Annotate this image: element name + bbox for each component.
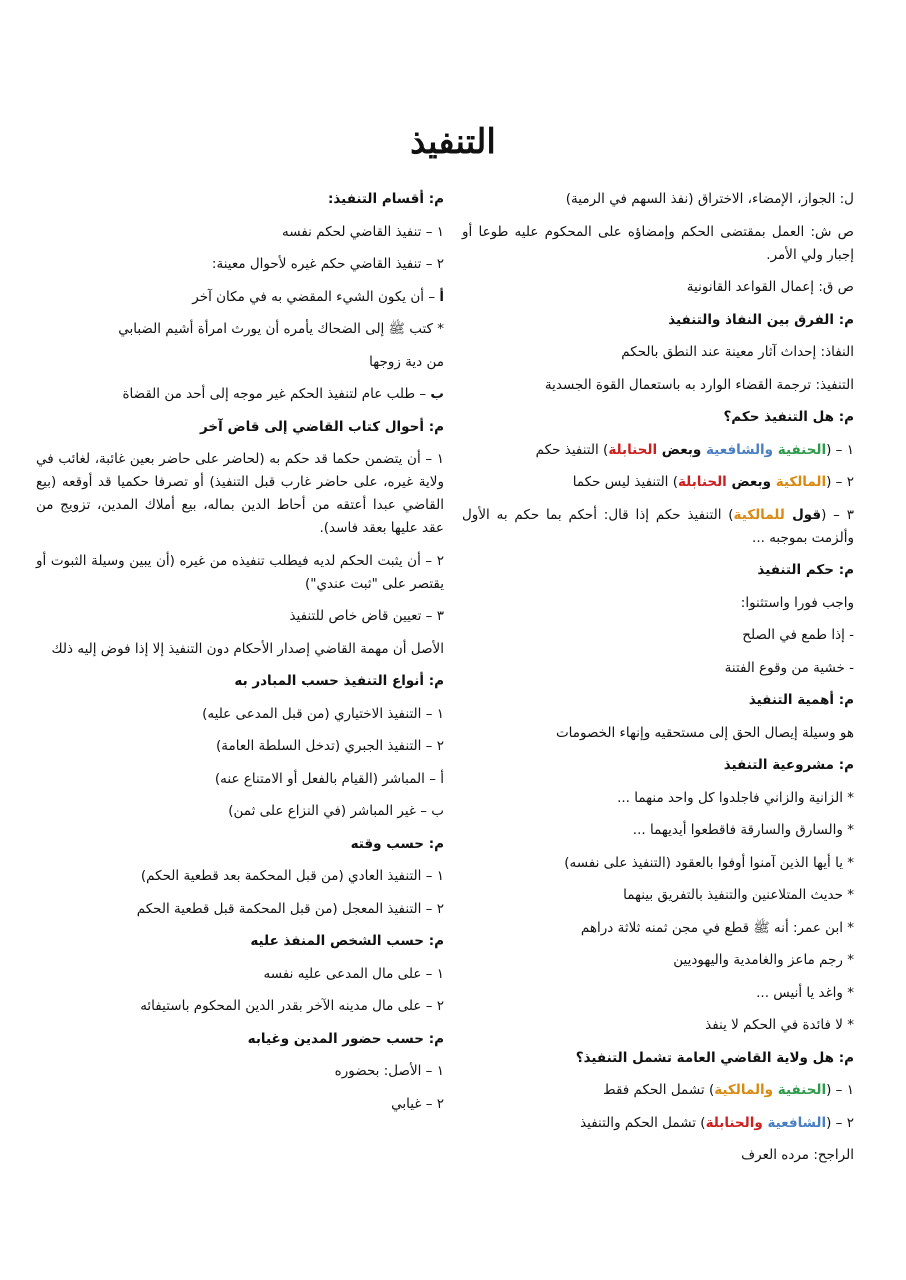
school-hanafi: الحنفية [777,441,827,458]
school-maliki: المالكية [714,1082,765,1098]
sharia-definition: ص ش: العمل بمقتضى الحكم وإمضاؤه على المحكوم عليه طوعا أو إجبار ولي الأمر. [462,223,854,263]
list-item: ١ – أن يتضمن حكما قد حكم به (لحاضر على حاضر بعين غائبة، لغائب في ولاية غيره، على حاضر غارب قبل التنفيذ) أو تصرفا حكميا قد أوقعه (بيع القاضي عبدا أعتقه من أحاط الدين بماله، بيع أملاك المدين، تزويج من عقد عليها بعقد فاسد). [36,451,444,536]
list-item: ١ – على مال المدعى عليه نفسه [263,965,444,982]
paragraph: واجب فورا واستثنوا: [740,594,854,611]
opinion-item: ٢ – (الشافعية والحنابلة) تشمل الحكم والتنفيذ [580,1114,854,1131]
list-item: ١ – الأصل: بحضوره [334,1063,444,1079]
section-heading: م: أحوال كتاب القاضي إلى قاض آخر [199,418,444,435]
list-item: - إذا طمع في الصلح [742,627,854,643]
section-heading: م: حسب وقته [350,835,444,852]
list-item: أ – أن يكون الشيء المقضي به في مكان آخر [192,288,444,305]
list-item: - خشية من وقوع الفتنة [724,659,854,676]
right-column [462,188,854,1177]
opinion-item: ٢ – (المالكية وبعض الحنابلة) التنفيذ ليس حكما [572,474,854,490]
school-hanafi: الحنفية [777,1082,827,1098]
evidence-item: * والسارق والسارقة فاقطعوا أيديهما ... [632,822,854,838]
paragraph: هو وسيلة إيصال الحق إلى مستحقيه وإنهاء الخصومات [555,724,854,741]
paragraph: الأصل أن مهمة القاضي إصدار الأحكام دون التنفيذ إلا إذا فوض إليه ذلك [51,640,444,657]
section-heading: م: الفرق بين النفاذ والتنفيذ [668,311,854,328]
section-heading: م: أهمية التنفيذ [748,692,854,708]
evidence-item: * لا فائدة في الحكم لا ينفذ [705,1017,854,1033]
section-heading: م: حسب حضور المدين وغيابه [247,1030,444,1047]
paragraph: التنفيذ: ترجمة القضاء الوارد به باستعمال القوة الجسدية [544,376,854,393]
list-item: ٢ – تنفيذ القاضي حكم غيره لأحوال معينة: [211,256,444,272]
evidence-item: * حديث المتلاعنين والتنفيذ بالتفريق بينهما [623,887,854,903]
preferred-opinion: الراجح: مرده العرف [741,1147,854,1163]
section-heading: م: أنواع التنفيذ حسب المبادر به [234,673,444,689]
list-item: أ – المباشر (القيام بالفعل أو الامتناع عنه) [214,770,444,787]
school-maliki: المالكية [775,474,827,490]
list-item: ٣ – تعيين قاض خاص للتنفيذ [289,608,444,624]
list-item: ٢ – على مال مدينه الآخر بقدر الدين المحكوم باستيفائه [140,998,444,1014]
evidence-item: * ابن عمر: أنه ﷺ قطع في مجن ثمنه ثلاثة دراهم [580,919,854,936]
section-heading: م: هل ولاية القاضي العامة تشمل التنفيذ؟ [575,1049,854,1066]
list-item: ب – غير المباشر (في النزاع على ثمن) [228,803,444,819]
opinion-item: ٣ – (قول للمالكية) التنفيذ حكم إذا قال: أحكم بما حكم به الأول وألزمت بموجبه ... [462,506,854,546]
evidence-item: * كتب ﷺ إلى الضحاك يأمره أن يورث امرأة أشيم الضبابي [118,321,444,337]
paragraph: النفاذ: إحداث آثار معينة عند النطق بالحكم [621,344,854,360]
list-item: ٢ – غيابي [391,1095,444,1112]
section-heading: م: حكم التنفيذ [757,562,854,578]
evidence-item: * الزانية والزاني فاجلدوا كل واحد منهما ... [617,789,854,806]
opinion-item: ١ – (الحنفية والمالكية) تشمل الحكم فقط [603,1082,854,1098]
opinion-item: ١ – (الحنفية والشافعية وبعض الحنابلة) التنفيذ حكم [535,441,854,458]
page-title: التنفيذ [410,122,496,162]
list-item: ٢ – أن يثبت الحكم لديه فيطلب تنفيذه من غيره (أن يبين وسيلة الثبوت أو يقتصر على "ثبت عندي") [36,552,444,592]
paragraph: من دية زوجها [369,353,444,370]
school-maliki: للمالكية [733,506,785,523]
list-item: ١ – تنفيذ القاضي لحكم نفسه [282,223,444,240]
school-hanbali: الحنابلة [608,441,658,458]
section-heading: م: هل التنفيذ حكم؟ [723,409,854,425]
list-item: ١ – التنفيذ الاختياري (من قبل المدعى عليه) [202,705,444,722]
list-item: ٢ – التنفيذ الجبري (تدخل السلطة العامة) [215,738,444,754]
section-heading: م: أقسام التنفيذ: [327,191,444,207]
left-column [36,188,444,1125]
list-item: ب – طلب عام لتنفيذ الحكم غير موجه إلى أحد من القضاة [122,386,444,402]
list-item: ١ – التنفيذ العادي (من قبل المحكمة بعد قطعية الحكم) [140,868,444,884]
section-heading: م: حسب الشخص المنفذ عليه [250,933,444,949]
evidence-item: * رجم ماعز والغامدية واليهوديين [673,952,854,968]
evidence-item: * يا أيها الذين آمنوا أوفوا بالعقود (التنفيذ على نفسه) [564,854,854,871]
lexical-definition: ل: الجواز، الإمضاء، الاختراق (نفذ السهم في الرمية) [565,191,854,207]
list-item: ٢ – التنفيذ المعجل (من قبل المحكمة قبل قطعية الحكم [136,900,444,917]
school-shafii: الشافعية [706,441,765,458]
school-shafii: الشافعية [767,1114,827,1131]
school-hanbali: الحنابلة [705,1114,755,1131]
school-hanbali: الحنابلة [678,474,727,490]
legal-definition: ص ق: إعمال القواعد القانونية [686,279,854,295]
evidence-item: * واغد يا أنيس ... [756,984,854,1001]
section-heading: م: مشروعية التنفيذ [723,757,854,773]
